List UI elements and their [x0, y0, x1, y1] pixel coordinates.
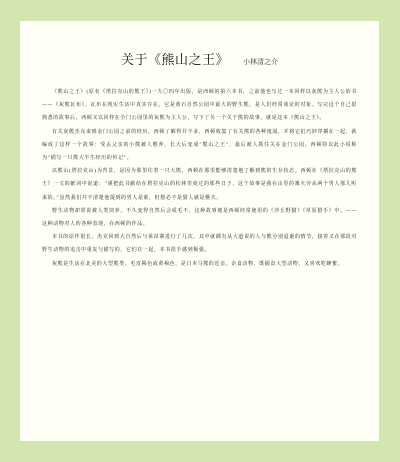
paragraph-1: 《熊山之王》(原名《塔拉克山的熊王》)一九〇四年出版，是西顿的第六本书，之前他也写过一本同样以灰熊为主人公的书——《灰熊瓦布》。瓦布在现实生活中真实存在，它是黄石自然公园中最大的野生熊，是人们经常谈论的对象。写完这个自己很熟悉的故事后，西顿又以同样在全门公园里的灰熊为主人公，写下了另一个关于熊的故事，就是这本《熊山之王》。 — [42, 89, 357, 122]
article-page — [20, 21, 379, 441]
paragraph-3: 以熊山(塔拉克山)为背景，是因为那里住着一只大熊，西顿在那里能够清楚地了解到熊的生存状态。西顿在《塔拉克山的熊王》一文的献词中说道：“谨把此书献给在塔拉克山的松林里度过的那些日子，这个故事是我在山里的篝火旁从两个男人那儿听来的。”虽然我们并不清楚他提到的男人是谁，但想必不是猎人就是樵夫。 — [42, 168, 357, 201]
article-body — [42, 86, 357, 271]
article-author: 小林清之介 — [243, 58, 278, 66]
paragraph-5: 本书的原作很长，杰克回到大自然后与莱昂寨进行了几次，其中就插有从大道说的人与熊分别退避的情节，接着又在那段对野生动物的追击中重复与描写的，它们在一起，本书很手感到极强。 — [42, 234, 357, 254]
paragraph-4: 野生动物却常说被人类饲养，不久变得自然后会成毛不，这种故事便是西顿经常使用的《沙丘野猫》《草原猎手》中。——这种动物对人的各种表现，在西顿的作品。 — [42, 207, 357, 228]
paragraph-2: 有关灰熊杰克来到金门公园之前的经历，西顿了解得并不多，西顿收集了有关熊的各种逸闻，并将它们巧妙穿插在一起，就编成了这样一个故事：受丢父亲的小熊被人喂养，长大后变成“熊山之王”，最后被人抓住关在金门公园。西顿特以此小说称为“描写一只熊大半生经历的传记”。 — [42, 128, 357, 162]
paragraph-6: 灰熊是生活在北美的大型熊类，毛皮褐色或黄褐色，是日本马熊的近亲。杂食动物，既捕食大型动物，又喜欢吃蜂蜜。 — [52, 260, 344, 267]
article-title: 关于《熊山之王》 — [120, 53, 229, 68]
title-row — [42, 49, 357, 68]
